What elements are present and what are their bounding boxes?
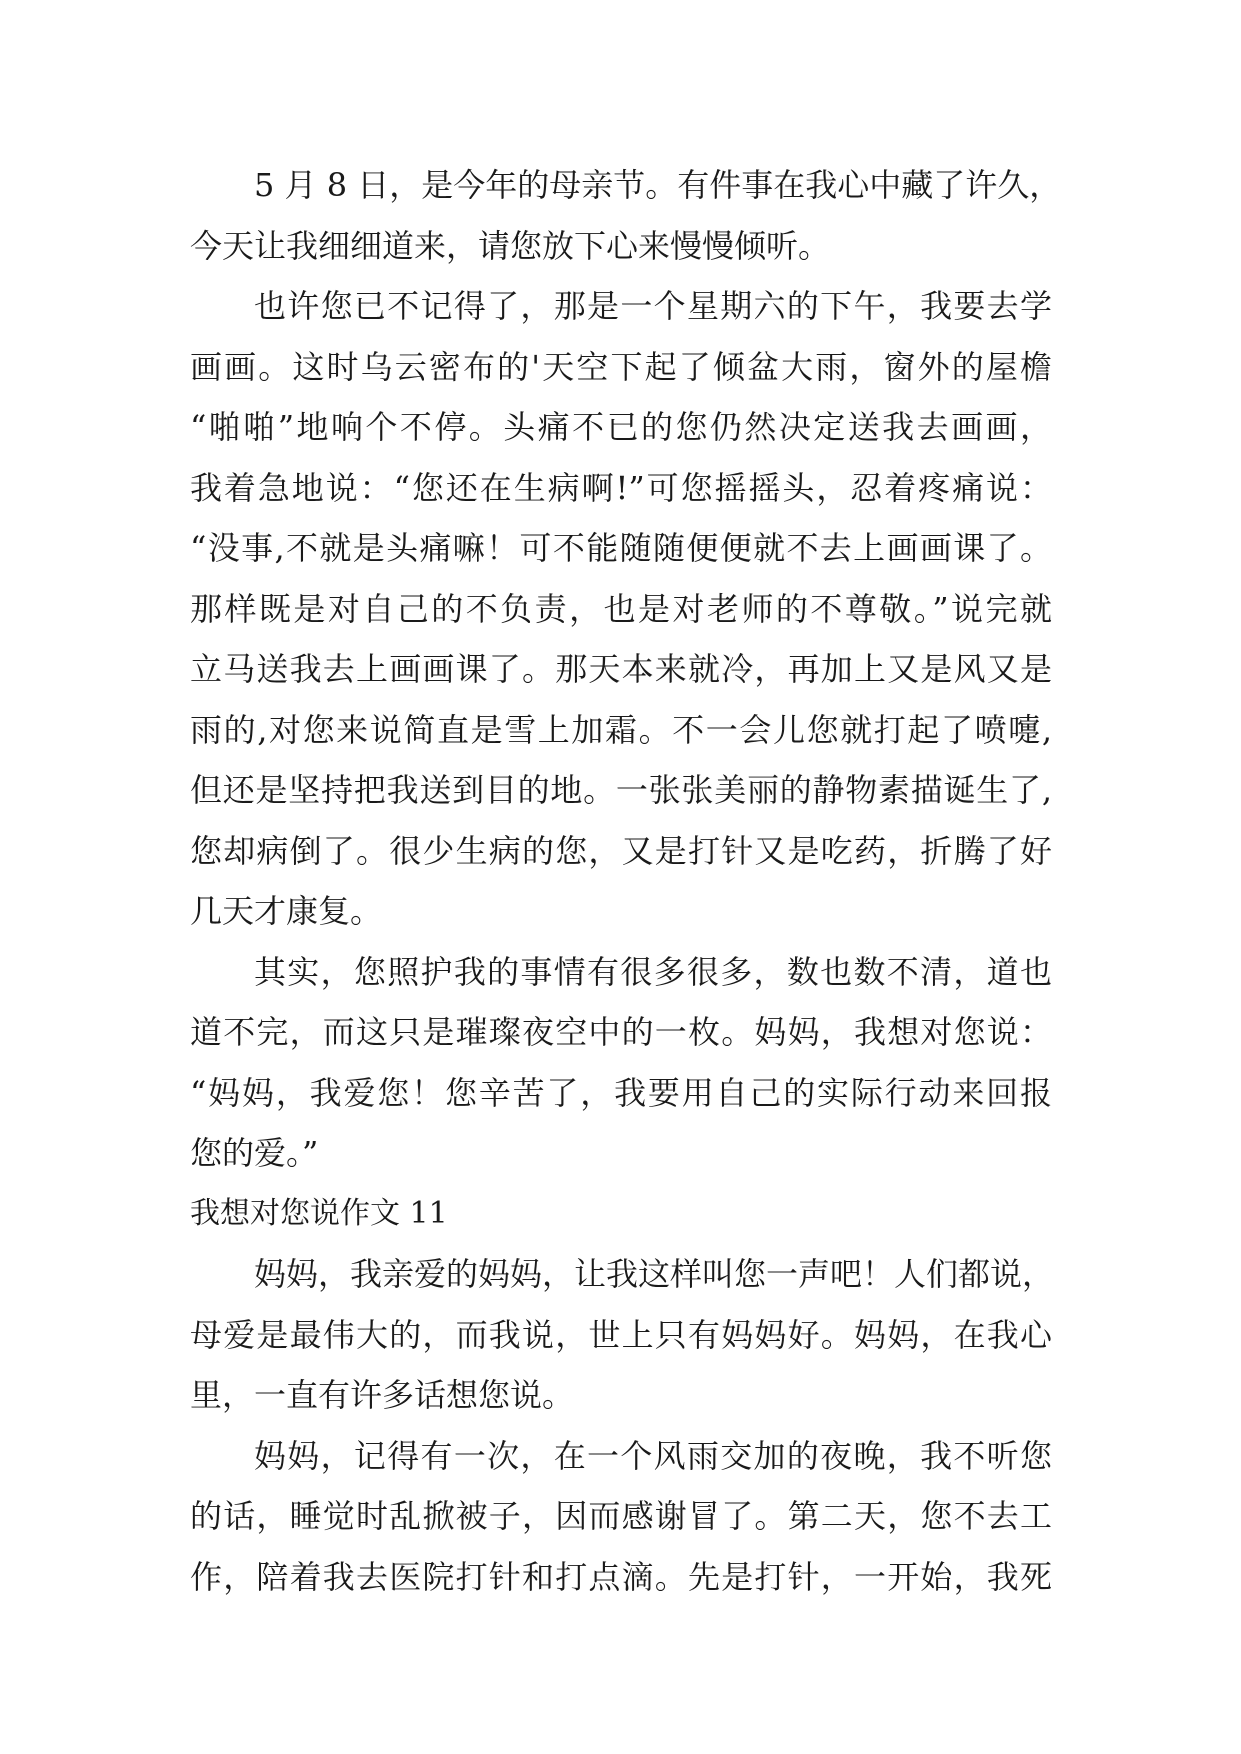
text-line: 我着急地说：“您还在生病啊!”可您摇摇头，忍着疼痛说： [190, 468, 1052, 507]
text-line: 画画。这时乌云密布的'天空下起了倾盆大雨，窗外的屋檐 [190, 347, 1052, 386]
text-line: “啪啪”地响个不停。头痛不已的您仍然决定送我去画画， [190, 408, 1052, 446]
text-line: 道不完，而这只是璀璨夜空中的一枚。妈妈，我想对您说： [190, 1013, 1052, 1051]
text-line: 您的爱。” [190, 1134, 319, 1172]
text-line: 您却病倒了。很少生病的您，又是打针又是吃药，折腾了好 [190, 831, 1052, 870]
text-line: 妈妈，记得有一次，在一个风雨交加的夜晚，我不听您 [254, 1436, 1052, 1475]
text-line: 但还是坚持把我送到目的地。一张张美丽的静物素描诞生了, [190, 771, 1052, 809]
text-line: 里，一直有许多话想您说。 [190, 1376, 575, 1414]
text-line: 作，陪着我去医院打针和打点滴。先是打针，一开始，我死 [190, 1557, 1052, 1596]
essay-body [190, 155, 1062, 1607]
text-line: 的话，睡觉时乱掀被子，因而感谢冒了。第二天，您不去工 [190, 1497, 1052, 1535]
text-line: 母爱是最伟大的，而我说，世上只有妈妈好。妈妈，在我心 [190, 1315, 1052, 1354]
text-line: 其实，您照护我的事情有很多很多，数也数不清，道也 [254, 952, 1052, 991]
text-line: 几天才康复。 [190, 892, 383, 930]
text-line: “没事,不就是头痛嘛！可不能随随便便就不去上画画课了。 [190, 529, 1052, 567]
text-line: 立马送我去上画画课了。那天本来就冷，再加上又是风又是 [190, 650, 1052, 688]
text-line: 那样既是对自己的不负责，也是对老师的不尊敬。”说完就 [190, 589, 1052, 628]
text-line: 今天让我细细道来，请您放下心来慢慢倾听。 [190, 226, 831, 265]
text-line: 5 月 8 日，是今年的母亲节。有件事在我心中藏了许久， [254, 166, 1062, 204]
text-line: “妈妈，我爱您！您辛苦了，我要用自己的实际行动来回报 [190, 1073, 1052, 1112]
text-line: 也许您已不记得了，那是一个星期六的下午，我要去学 [254, 287, 1052, 325]
text-line: 雨的,对您来说简直是雪上加霜。不一会儿您就打起了喷嚏, [190, 710, 1052, 749]
text-line: 妈妈，我亲爱的妈妈，让我这样叫您一声吧！人们都说， [254, 1255, 1055, 1293]
section-heading: 我想对您说作文 11 [190, 1195, 448, 1231]
